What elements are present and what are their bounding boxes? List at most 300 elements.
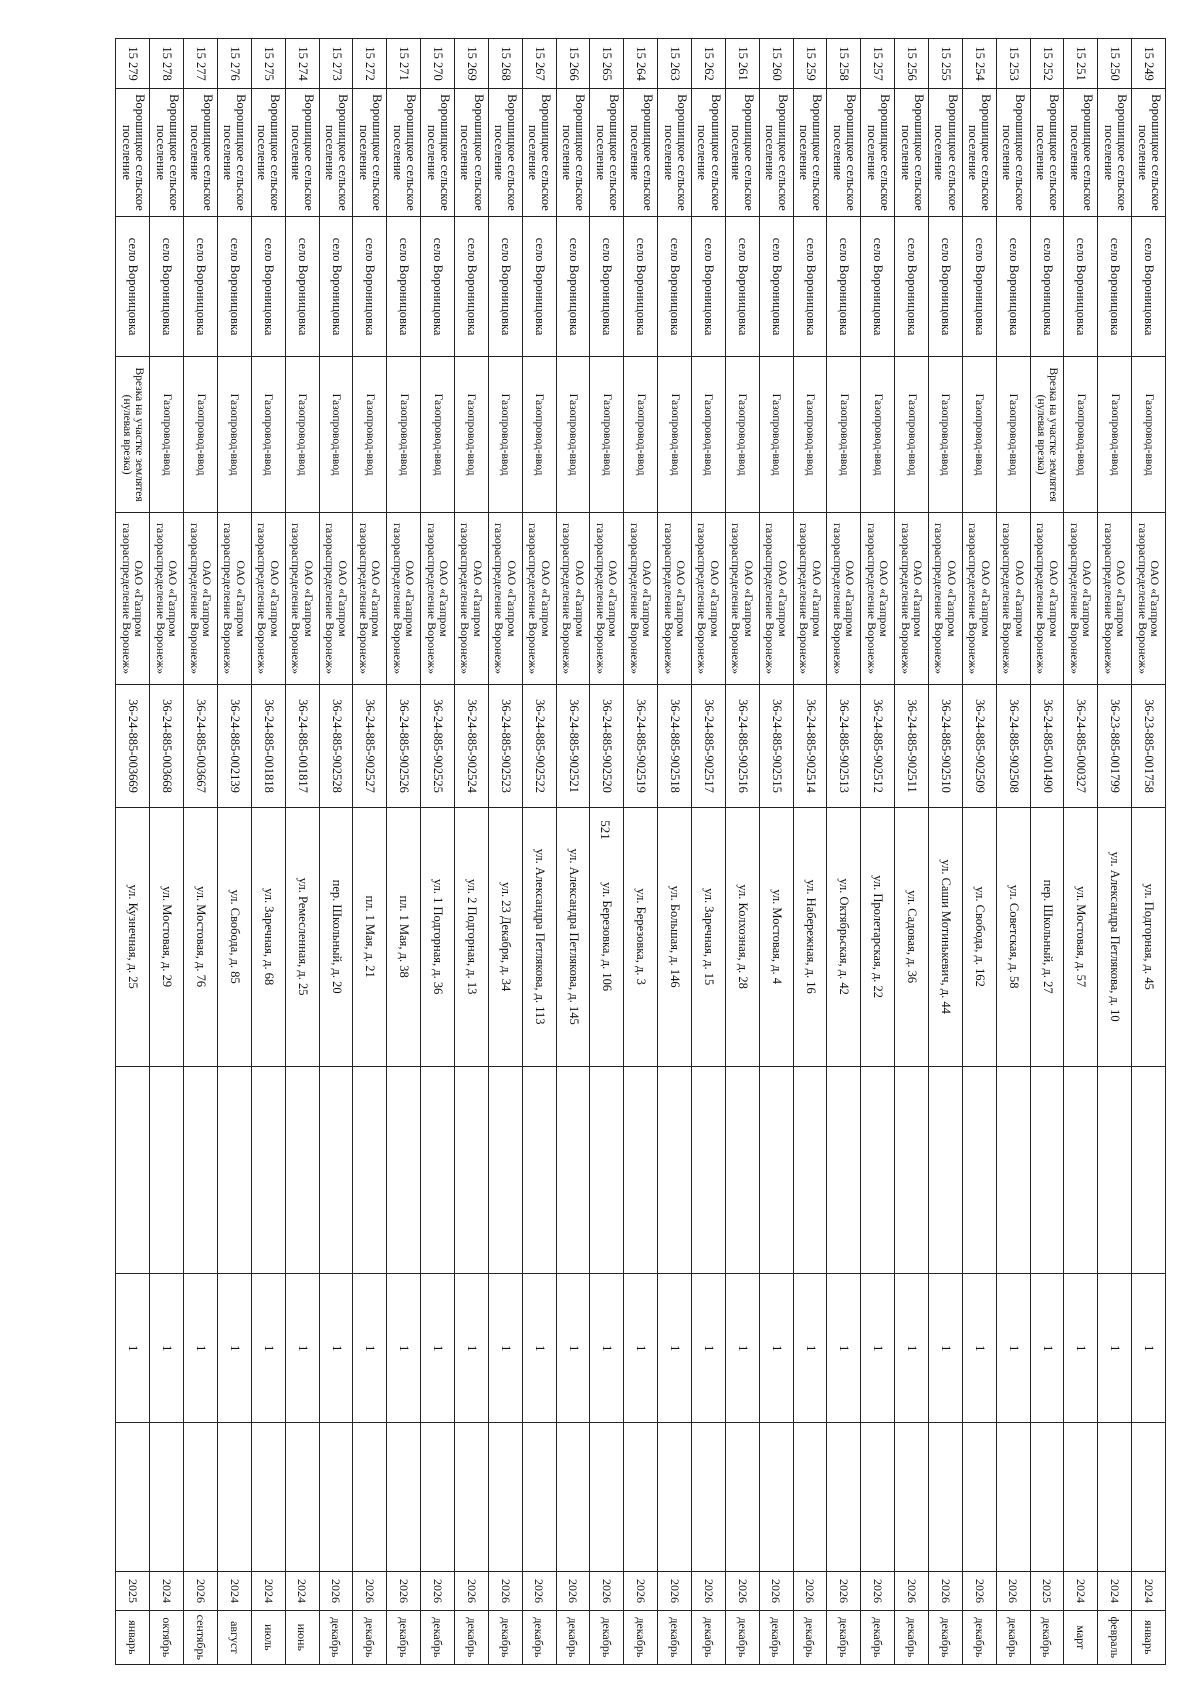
organization-cell: ОАО «Газпром газораспределение Воронеж» — [691, 512, 725, 685]
empty-cell — [1030, 1423, 1064, 1572]
settlement-cell: Ворошицкое сельское поселение — [793, 89, 827, 217]
table-row — [421, 39, 455, 1665]
organization-cell: ОАО «Газпром газораспределение Воронеж» — [590, 512, 624, 685]
empty-cell — [861, 1423, 895, 1572]
organization-cell: ОАО «Газпром газораспределение Воронеж» — [556, 512, 590, 685]
locality-cell: село Вороницовка — [285, 216, 319, 357]
year-cell: 2026 — [590, 1572, 624, 1610]
address-cell: ул. Пролетарская, д. 22 — [861, 807, 895, 1066]
empty-cell — [150, 1066, 184, 1274]
month-cell: декабрь — [590, 1610, 624, 1664]
year-cell: 2024 — [1064, 1572, 1098, 1610]
year-cell: 2026 — [691, 1572, 725, 1610]
row-number-cell: 15 275 — [251, 39, 285, 89]
month-cell: декабрь — [725, 1610, 759, 1664]
object-code-cell: 36-24-885-902513 — [827, 685, 861, 807]
count-cell: 1 — [895, 1274, 929, 1423]
row-number-cell: 15 272 — [353, 39, 387, 89]
count-cell: 1 — [691, 1274, 725, 1423]
count-cell: 1 — [150, 1274, 184, 1423]
locality-cell: село Вороницовка — [861, 216, 895, 357]
organization-cell: ОАО «Газпром газораспределение Воронеж» — [184, 512, 218, 685]
year-cell: 2024 — [1132, 1572, 1166, 1610]
address-cell: ул. Александра Петлякова, д. 10 — [1098, 807, 1132, 1066]
empty-cell — [1132, 1066, 1166, 1274]
row-number-cell: 15 255 — [928, 39, 962, 89]
row-number-cell: 15 253 — [996, 39, 1030, 89]
month-cell: декабрь — [658, 1610, 692, 1664]
settlement-cell: Ворошицкое сельское поселение — [759, 89, 793, 217]
table-row — [184, 39, 218, 1665]
object-code-cell: 36-24-885-003667 — [184, 685, 218, 807]
settlement-cell: Ворошицкое сельское поселение — [150, 89, 184, 217]
month-cell: декабрь — [353, 1610, 387, 1664]
object-code-cell: 36-24-885-902527 — [353, 685, 387, 807]
settlement-cell: Ворошицкое сельское поселение — [488, 89, 522, 217]
year-cell: 2026 — [759, 1572, 793, 1610]
table-row — [353, 39, 387, 1665]
row-number-cell: 15 259 — [793, 39, 827, 89]
organization-cell: ОАО «Газпром газораспределение Воронеж» — [928, 512, 962, 685]
empty-cell — [624, 1423, 658, 1572]
organization-cell: ОАО «Газпром газораспределение Воронеж» — [1098, 512, 1132, 685]
object-code-cell: 36-24-885-003668 — [150, 685, 184, 807]
settlement-cell: Ворошицкое сельское поселение — [1030, 89, 1064, 217]
organization-cell: ОАО «Газпром газораспределение Воронеж» — [488, 512, 522, 685]
address-cell: ул. Мостовая, д. 57 — [1064, 807, 1098, 1066]
count-cell: 1 — [488, 1274, 522, 1423]
settlement-cell: Ворошицкое сельское поселение — [624, 89, 658, 217]
empty-cell — [319, 1423, 353, 1572]
locality-cell: село Вороницовка — [217, 216, 251, 357]
address-cell: ул. Свобода, д. 85 — [217, 807, 251, 1066]
object-code-cell: 36-23-885-001758 — [1132, 685, 1166, 807]
locality-cell: село Вороницовка — [1064, 216, 1098, 357]
row-number-cell: 15 263 — [658, 39, 692, 89]
settlement-cell: Ворошицкое сельское поселение — [184, 89, 218, 217]
empty-cell — [928, 1066, 962, 1274]
organization-cell: ОАО «Газпром газораспределение Воронеж» — [1030, 512, 1064, 685]
object-type-cell: Газопровод-ввод — [827, 357, 861, 512]
organization-cell: ОАО «Газпром газораспределение Воронеж» — [1132, 512, 1166, 685]
month-cell: декабрь — [1030, 1610, 1064, 1664]
count-cell: 1 — [827, 1274, 861, 1423]
empty-cell — [421, 1423, 455, 1572]
empty-cell — [793, 1066, 827, 1274]
empty-cell — [996, 1066, 1030, 1274]
object-type-cell: Газопровод-ввод — [251, 357, 285, 512]
address-cell: ул. Березовка, д. 106 — [590, 807, 624, 1066]
address-cell: ул. Александра Петлякова, д. 113 — [522, 807, 556, 1066]
settlement-cell: Ворошицкое сельское поселение — [116, 89, 150, 217]
settlement-cell: Ворошицкое сельское поселение — [1098, 89, 1132, 217]
month-cell: февраль — [1098, 1610, 1132, 1664]
empty-cell — [1064, 1066, 1098, 1274]
empty-cell — [454, 1423, 488, 1572]
empty-cell — [184, 1066, 218, 1274]
settlement-cell: Ворошицкое сельское поселение — [928, 89, 962, 217]
locality-cell: село Вороницовка — [1030, 216, 1064, 357]
locality-cell: село Вороницовка — [522, 216, 556, 357]
empty-cell — [1030, 1066, 1064, 1274]
count-cell: 1 — [928, 1274, 962, 1423]
address-cell: ул. Набережная, д. 16 — [793, 807, 827, 1066]
empty-cell — [522, 1423, 556, 1572]
object-type-cell: Газопровод-ввод — [691, 357, 725, 512]
address-cell: ул. Мостовая, д. 76 — [184, 807, 218, 1066]
address-cell: ул. Кузнечная, д. 25 — [116, 807, 150, 1066]
settlement-cell: Ворошицкое сельское поселение — [522, 89, 556, 217]
address-cell: ул. Садовая, д. 36 — [895, 807, 929, 1066]
count-cell: 1 — [793, 1274, 827, 1423]
settlement-cell: Ворошицкое сельское поселение — [1132, 89, 1166, 217]
month-cell: декабрь — [895, 1610, 929, 1664]
table-row — [454, 39, 488, 1665]
month-cell: декабрь — [861, 1610, 895, 1664]
organization-cell: ОАО «Газпром газораспределение Воронеж» — [421, 512, 455, 685]
empty-cell — [556, 1066, 590, 1274]
table-row — [387, 39, 421, 1665]
row-number-cell: 15 258 — [827, 39, 861, 89]
empty-cell — [488, 1066, 522, 1274]
row-number-cell: 15 277 — [184, 39, 218, 89]
count-cell: 1 — [590, 1274, 624, 1423]
row-number-cell: 15 269 — [454, 39, 488, 89]
table-row — [658, 39, 692, 1665]
table-row — [285, 39, 319, 1665]
row-number-cell: 15 270 — [421, 39, 455, 89]
table-body — [116, 39, 1166, 1665]
object-code-cell: 36-24-885-902523 — [488, 685, 522, 807]
year-cell: 2024 — [1098, 1572, 1132, 1610]
object-code-cell: 36-24-885-001490 — [1030, 685, 1064, 807]
empty-cell — [1098, 1066, 1132, 1274]
month-cell: декабрь — [421, 1610, 455, 1664]
year-cell: 2024 — [217, 1572, 251, 1610]
empty-cell — [116, 1423, 150, 1572]
object-code-cell: 36-24-885-902508 — [996, 685, 1030, 807]
row-number-cell: 15 268 — [488, 39, 522, 89]
year-cell: 2026 — [319, 1572, 353, 1610]
count-cell: 1 — [1064, 1274, 1098, 1423]
table-row — [556, 39, 590, 1665]
year-cell: 2026 — [996, 1572, 1030, 1610]
table-row — [725, 39, 759, 1665]
row-number-cell: 15 257 — [861, 39, 895, 89]
locality-cell: село Вороницовка — [116, 216, 150, 357]
object-code-cell: 36-24-885-902511 — [895, 685, 929, 807]
row-number-cell: 15 249 — [1132, 39, 1166, 89]
settlement-cell: Ворошицкое сельское поселение — [217, 89, 251, 217]
count-cell: 1 — [353, 1274, 387, 1423]
settlement-cell: Ворошицкое сельское поселение — [556, 89, 590, 217]
month-cell: декабрь — [928, 1610, 962, 1664]
table-row — [116, 39, 150, 1665]
empty-cell — [556, 1423, 590, 1572]
table-row — [691, 39, 725, 1665]
object-code-cell: 36-24-885-003669 — [116, 685, 150, 807]
row-number-cell: 15 267 — [522, 39, 556, 89]
empty-cell — [827, 1423, 861, 1572]
locality-cell: село Вороницовка — [387, 216, 421, 357]
empty-cell — [251, 1066, 285, 1274]
empty-cell — [488, 1423, 522, 1572]
table-row — [1132, 39, 1166, 1665]
empty-cell — [387, 1066, 421, 1274]
year-cell: 2026 — [624, 1572, 658, 1610]
locality-cell: село Вороницовка — [895, 216, 929, 357]
empty-cell — [522, 1066, 556, 1274]
organization-cell: ОАО «Газпром газораспределение Воронеж» — [116, 512, 150, 685]
locality-cell: село Вороницовка — [658, 216, 692, 357]
organization-cell: ОАО «Газпром газораспределение Воронеж» — [217, 512, 251, 685]
settlement-cell: Ворошицкое сельское поселение — [454, 89, 488, 217]
month-cell: сентябрь — [184, 1610, 218, 1664]
object-code-cell: 36-24-885-902517 — [691, 685, 725, 807]
year-cell: 2024 — [251, 1572, 285, 1610]
organization-cell: ОАО «Газпром газораспределение Воронеж» — [454, 512, 488, 685]
document-table-area — [116, 38, 1166, 1665]
organization-cell: ОАО «Газпром газораспределение Воронеж» — [1064, 512, 1098, 685]
object-type-cell: Газопровод-ввод — [150, 357, 184, 512]
empty-cell — [116, 1066, 150, 1274]
month-cell: январь — [1132, 1610, 1166, 1664]
locality-cell: село Вороницовка — [488, 216, 522, 357]
month-cell: декабрь — [624, 1610, 658, 1664]
object-type-cell: Газопровод-ввод — [793, 357, 827, 512]
gas-pipeline-register-table — [115, 38, 1166, 1665]
address-cell: ул. Саши Мотинькевич, д. 44 — [928, 807, 962, 1066]
table-row — [251, 39, 285, 1665]
address-cell: ул. 2 Подгорная, д. 13 — [454, 807, 488, 1066]
locality-cell: село Вороницовка — [251, 216, 285, 357]
empty-cell — [759, 1066, 793, 1274]
address-cell: ул. Мостовая, д. 4 — [759, 807, 793, 1066]
organization-cell: ОАО «Газпром газораспределение Воронеж» — [319, 512, 353, 685]
table-row — [996, 39, 1030, 1665]
empty-cell — [962, 1423, 996, 1572]
object-type-cell: Газопровод-ввод — [1098, 357, 1132, 512]
count-cell: 1 — [1132, 1274, 1166, 1423]
organization-cell: ОАО «Газпром газораспределение Воронеж» — [793, 512, 827, 685]
object-type-cell: Газопровод-ввод — [217, 357, 251, 512]
locality-cell: село Вороницовка — [150, 216, 184, 357]
object-code-cell: 36-24-885-000327 — [1064, 685, 1098, 807]
count-cell: 1 — [962, 1274, 996, 1423]
address-cell: ул. Александра Петлякова, д. 145 — [556, 807, 590, 1066]
table-row — [793, 39, 827, 1665]
count-cell: 1 — [556, 1274, 590, 1423]
row-number-cell: 15 279 — [116, 39, 150, 89]
row-number-cell: 15 274 — [285, 39, 319, 89]
table-row — [624, 39, 658, 1665]
year-cell: 2026 — [387, 1572, 421, 1610]
empty-cell — [725, 1423, 759, 1572]
month-cell: декабрь — [522, 1610, 556, 1664]
object-code-cell: 36-24-885-902521 — [556, 685, 590, 807]
address-cell: пл. 1 Мая, д. 21 — [353, 807, 387, 1066]
year-cell: 2026 — [861, 1572, 895, 1610]
address-cell: ул. Заречная, д. 15 — [691, 807, 725, 1066]
locality-cell: село Вороницовка — [962, 216, 996, 357]
object-type-cell: Газопровод-ввод — [861, 357, 895, 512]
organization-cell: ОАО «Газпром газораспределение Воронеж» — [285, 512, 319, 685]
empty-cell — [387, 1423, 421, 1572]
locality-cell: село Вороницовка — [996, 216, 1030, 357]
table-row — [488, 39, 522, 1665]
empty-cell — [691, 1066, 725, 1274]
address-cell: ул. Большая, д. 146 — [658, 807, 692, 1066]
address-cell: ул. Колхозная, д. 28 — [725, 807, 759, 1066]
object-type-cell: Газопровод-ввод — [928, 357, 962, 512]
settlement-cell: Ворошицкое сельское поселение — [996, 89, 1030, 217]
table-row — [759, 39, 793, 1665]
object-type-cell: Газопровод-ввод — [624, 357, 658, 512]
month-cell: март — [1064, 1610, 1098, 1664]
year-cell: 2026 — [962, 1572, 996, 1610]
organization-cell: ОАО «Газпром газораспределение Воронеж» — [827, 512, 861, 685]
year-cell: 2026 — [895, 1572, 929, 1610]
address-cell: ул. Березовка, д. 3 — [624, 807, 658, 1066]
month-cell: декабрь — [962, 1610, 996, 1664]
table-row — [217, 39, 251, 1665]
month-cell: декабрь — [387, 1610, 421, 1664]
address-cell: пер. Школьный, д. 27 — [1030, 807, 1064, 1066]
table-row — [1064, 39, 1098, 1665]
locality-cell: село Вороницовка — [691, 216, 725, 357]
month-cell: август — [217, 1610, 251, 1664]
row-number-cell: 15 278 — [150, 39, 184, 89]
object-code-cell: 36-24-885-902528 — [319, 685, 353, 807]
object-type-cell: Газопровод-ввод — [1064, 357, 1098, 512]
locality-cell: село Вороницовка — [759, 216, 793, 357]
locality-cell: село Вороницовка — [1098, 216, 1132, 357]
count-cell: 1 — [319, 1274, 353, 1423]
object-type-cell: Газопровод-ввод — [522, 357, 556, 512]
object-type-cell: Газопровод-ввод — [759, 357, 793, 512]
empty-cell — [928, 1423, 962, 1572]
count-cell: 1 — [454, 1274, 488, 1423]
object-code-cell: 36-24-885-902510 — [928, 685, 962, 807]
year-cell: 2026 — [522, 1572, 556, 1610]
empty-cell — [421, 1066, 455, 1274]
month-cell: июнь — [285, 1610, 319, 1664]
year-cell: 2026 — [658, 1572, 692, 1610]
locality-cell: село Вороницовка — [793, 216, 827, 357]
settlement-cell: Ворошицкое сельское поселение — [962, 89, 996, 217]
object-code-cell: 36-24-885-902509 — [962, 685, 996, 807]
empty-cell — [759, 1423, 793, 1572]
empty-cell — [962, 1066, 996, 1274]
empty-cell — [217, 1066, 251, 1274]
settlement-cell: Ворошицкое сельское поселение — [691, 89, 725, 217]
year-cell: 2026 — [184, 1572, 218, 1610]
object-type-cell: Газопровод-ввод — [725, 357, 759, 512]
month-cell: декабрь — [691, 1610, 725, 1664]
page-number: 521 — [598, 820, 613, 840]
address-cell: ул. Заречная, д. 68 — [251, 807, 285, 1066]
empty-cell — [691, 1423, 725, 1572]
object-type-cell: Газопровод-ввод — [387, 357, 421, 512]
empty-cell — [624, 1066, 658, 1274]
empty-cell — [1132, 1423, 1166, 1572]
organization-cell: ОАО «Газпром газораспределение Воронеж» — [150, 512, 184, 685]
settlement-cell: Ворошицкое сельское поселение — [658, 89, 692, 217]
table-row — [861, 39, 895, 1665]
locality-cell: село Вороницовка — [421, 216, 455, 357]
year-cell: 2026 — [827, 1572, 861, 1610]
organization-cell: ОАО «Газпром газораспределение Воронеж» — [895, 512, 929, 685]
settlement-cell: Ворошицкое сельское поселение — [353, 89, 387, 217]
month-cell: декабрь — [793, 1610, 827, 1664]
empty-cell — [827, 1066, 861, 1274]
address-cell: ул. 23 Декабря, д. 34 — [488, 807, 522, 1066]
year-cell: 2025 — [116, 1572, 150, 1610]
count-cell: 1 — [1098, 1274, 1132, 1423]
month-cell: июль — [251, 1610, 285, 1664]
organization-cell: ОАО «Газпром газораспределение Воронеж» — [759, 512, 793, 685]
empty-cell — [217, 1423, 251, 1572]
organization-cell: ОАО «Газпром газораспределение Воронеж» — [522, 512, 556, 685]
empty-cell — [184, 1423, 218, 1572]
empty-cell — [150, 1423, 184, 1572]
address-cell: ул. Свобода, д. 162 — [962, 807, 996, 1066]
object-type-cell: Газопровод-ввод — [962, 357, 996, 512]
count-cell: 1 — [217, 1274, 251, 1423]
empty-cell — [861, 1066, 895, 1274]
address-cell: ул. Подгорная, д. 45 — [1132, 807, 1166, 1066]
object-code-cell: 36-24-885-001818 — [251, 685, 285, 807]
count-cell: 1 — [1030, 1274, 1064, 1423]
object-code-cell: 36-24-885-902525 — [421, 685, 455, 807]
address-cell: пл. 1 Мая, д. 38 — [387, 807, 421, 1066]
row-number-cell: 15 262 — [691, 39, 725, 89]
settlement-cell: Ворошицкое сельское поселение — [421, 89, 455, 217]
object-type-cell: Газопровод-ввод — [1132, 357, 1166, 512]
settlement-cell: Ворошицкое сельское поселение — [285, 89, 319, 217]
month-cell: декабрь — [319, 1610, 353, 1664]
empty-cell — [1064, 1423, 1098, 1572]
row-number-cell: 15 276 — [217, 39, 251, 89]
empty-cell — [725, 1066, 759, 1274]
object-type-cell: Врезка на участке землятея (нулевая врезка) — [1030, 357, 1064, 512]
row-number-cell: 15 266 — [556, 39, 590, 89]
empty-cell — [658, 1423, 692, 1572]
count-cell: 1 — [861, 1274, 895, 1423]
settlement-cell: Ворошицкое сельское поселение — [319, 89, 353, 217]
row-number-cell: 15 265 — [590, 39, 624, 89]
table-row — [827, 39, 861, 1665]
object-type-cell: Газопровод-ввод — [488, 357, 522, 512]
settlement-cell: Ворошицкое сельское поселение — [827, 89, 861, 217]
organization-cell: ОАО «Газпром газораспределение Воронеж» — [624, 512, 658, 685]
locality-cell: село Вороницовка — [827, 216, 861, 357]
row-number-cell: 15 261 — [725, 39, 759, 89]
object-code-cell: 36-23-885-001799 — [1098, 685, 1132, 807]
organization-cell: ОАО «Газпром газораспределение Воронеж» — [658, 512, 692, 685]
locality-cell: село Вороницовка — [353, 216, 387, 357]
month-cell: декабрь — [556, 1610, 590, 1664]
count-cell: 1 — [116, 1274, 150, 1423]
count-cell: 1 — [658, 1274, 692, 1423]
row-number-cell: 15 260 — [759, 39, 793, 89]
object-type-cell: Газопровод-ввод — [556, 357, 590, 512]
locality-cell: село Вороницовка — [184, 216, 218, 357]
count-cell: 1 — [522, 1274, 556, 1423]
object-type-cell: Газопровод-ввод — [895, 357, 929, 512]
address-cell: ул. 1 Подгорная, д. 36 — [421, 807, 455, 1066]
year-cell: 2026 — [454, 1572, 488, 1610]
